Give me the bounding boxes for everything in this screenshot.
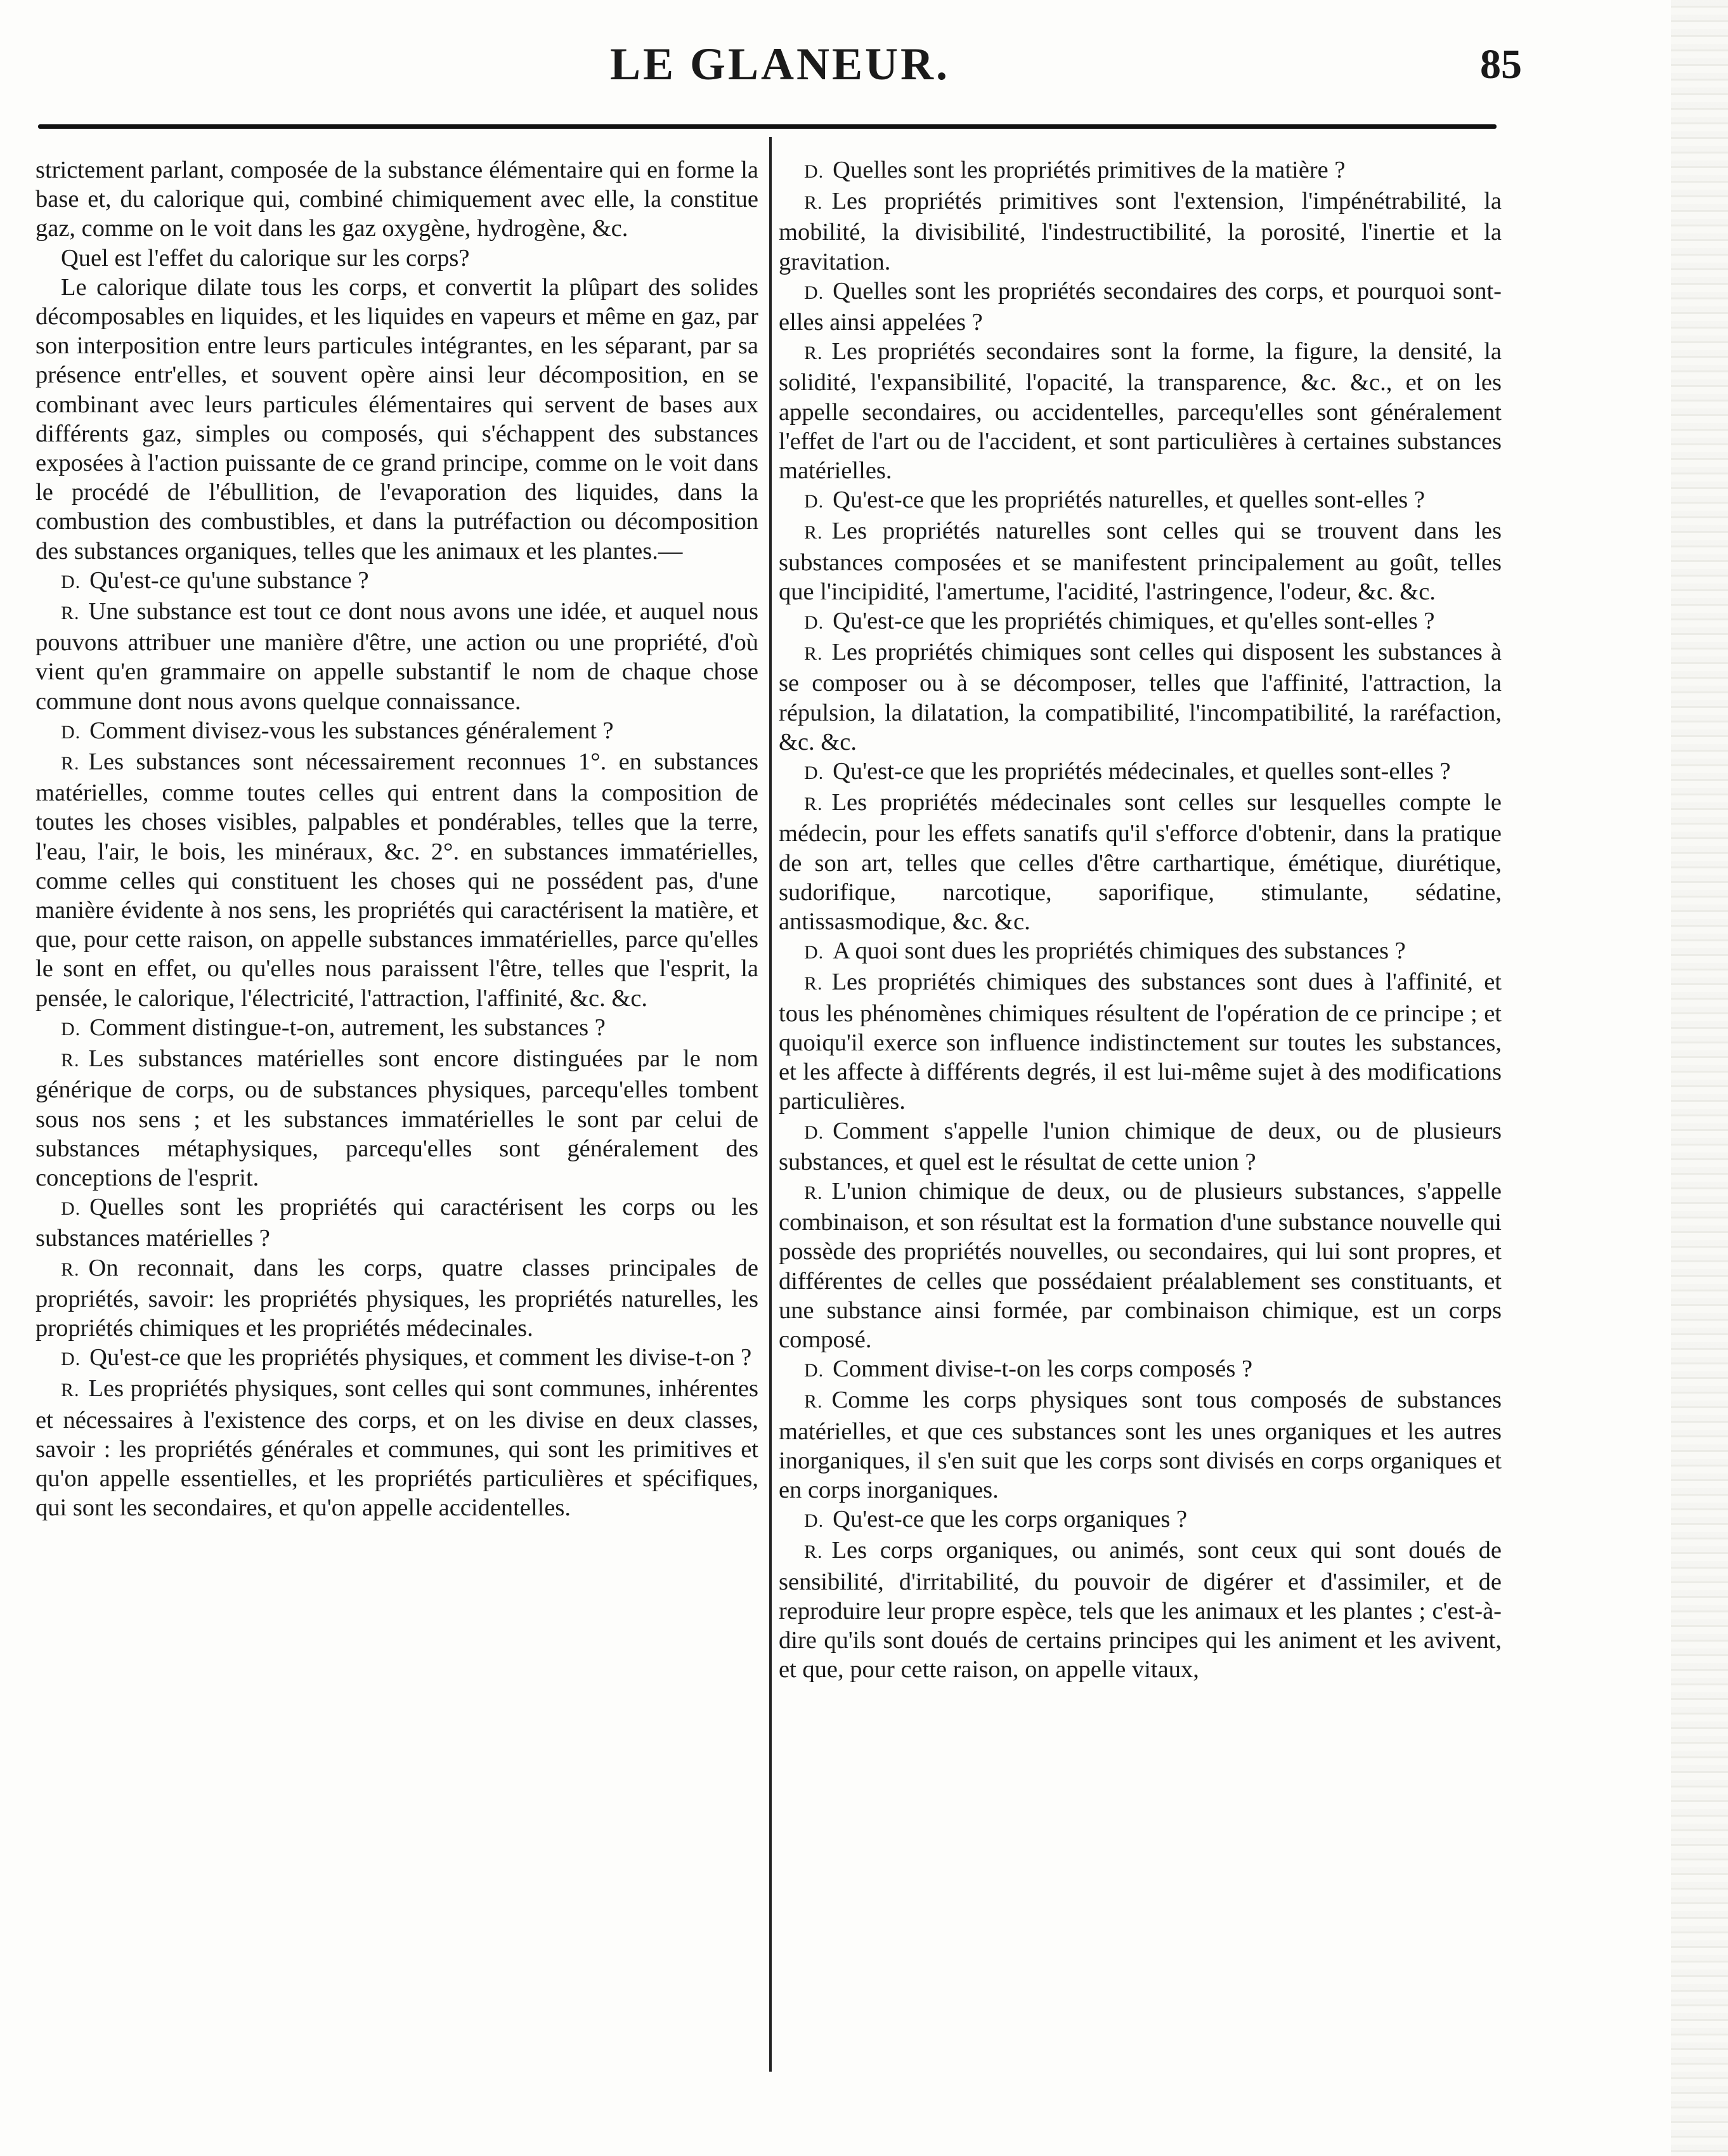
- column-divider: [769, 137, 772, 2072]
- answer-paragraph: [779, 967, 1502, 1116]
- speaker-label: D.: [804, 282, 824, 303]
- answer-paragraph: [779, 186, 1502, 277]
- paragraph-text: Les propriétés chimiques des substances sont dues à l'affinité, et tous les phénomènes chimiques résultent de l'opération de ce principe ; et quoiqu'il exerce son influence indistinctement sur toutes les substances, et les affecte à différents degrés, il est lui-même sujet à des modifications particulières.: [779, 969, 1502, 1115]
- speaker-label: R.: [61, 1050, 80, 1071]
- speaker-label: R.: [804, 1182, 823, 1203]
- question-paragraph: [779, 155, 1502, 186]
- question-paragraph: [36, 1192, 758, 1253]
- question-paragraph: [779, 606, 1502, 637]
- question-paragraph: [779, 1116, 1502, 1177]
- answer-paragraph: [779, 1385, 1502, 1505]
- paragraph-text: Comment divise-t-on les corps composés ?: [833, 1356, 1253, 1383]
- paragraph-text: Qu'est-ce que les propriétés naturelles, et quelles sont-elles ?: [833, 487, 1425, 514]
- paragraph-text: Qu'est-ce que les propriétés médecinales, et quelles sont-elles ?: [833, 758, 1451, 785]
- paragraph-text: Comment divisez-vous les substances généralement ?: [89, 717, 614, 744]
- speaker-label: R.: [61, 753, 80, 774]
- answer-paragraph: [36, 1253, 758, 1343]
- answer-paragraph: [779, 788, 1502, 936]
- paragraph-text: Comme les corps physiques sont tous composés de substances matérielles, et que ces substances sont les unes organiques et les autres inorganiques, il s'en suit que les corps sont divisés en corps organiques et en corps inorganiques.: [779, 1387, 1502, 1503]
- speaker-label: D.: [61, 571, 81, 592]
- speaker-label: D.: [804, 1360, 824, 1382]
- speaker-label: R.: [61, 603, 80, 624]
- speaker-label: R.: [804, 643, 823, 665]
- speaker-label: R.: [61, 1380, 80, 1401]
- paragraph-text: Quelles sont les propriétés qui caractérisent les corps ou les substances matérielles ?: [36, 1194, 758, 1252]
- paragraph-text: Une substance est tout ce dont nous avons une idée, et auquel nous pouvons attribuer une manière d'être, une action ou une propriété, d'où vient qu'en grammaire on appelle substantif le nom de chaque chose commune dont nous avons quelque connaissance.: [36, 598, 758, 715]
- body-paragraph: [36, 273, 758, 566]
- speaker-label: D.: [804, 161, 824, 182]
- question-paragraph: [36, 716, 758, 747]
- paragraph-text: Les propriétés médecinales sont celles sur lesquelles compte le médecin, pour les effets sanatifs qu'il s'efforce d'obtenir, dans la pratique de son art, telles que celles d'être carthartique, émétique, diurétique, sudorifique, narcotique, saporifique, stimulante, sédatine, antissasmodique, &c. &c.: [779, 789, 1502, 936]
- paragraph-text: A quoi sont dues les propriétés chimiques des substances ?: [833, 938, 1406, 965]
- speaker-label: D.: [804, 942, 824, 964]
- speaker-label: R.: [804, 1541, 823, 1563]
- answer-paragraph: [36, 1044, 758, 1192]
- speaker-label: R.: [804, 794, 823, 815]
- paragraph-text: L'union chimique de deux, ou de plusieurs substances, s'appelle combinaison, et son résultat est la formation d'une substance nouvelle qui possède des propriétés nouvelles, ou secondaires, qui lui sont propres, et différentes de celles que possédaient préalablement ses constituants, et une substance ainsi formée, par combinaison chimique, est un corps composé.: [779, 1177, 1502, 1353]
- page-edge: [1671, 0, 1728, 2156]
- right-column: [779, 155, 1502, 2084]
- paragraph-text: Les propriétés naturelles sont celles qui se trouvent dans les substances composées et se manifestent principalement au goût, telles que l'incipidité, l'amertume, l'acidité, l'astringence, l'odeur, &c. &c.: [779, 518, 1502, 605]
- page-number: 85: [1480, 41, 1522, 88]
- paragraph-text: On reconnait, dans les corps, quatre classes principales de propriétés, savoir: les propriétés physiques, les propriétés naturelles, les propriétés chimiques et les propriétés médecinales.: [36, 1254, 758, 1342]
- speaker-label: R.: [804, 522, 823, 544]
- speaker-label: D.: [61, 1349, 81, 1370]
- speaker-label: R.: [804, 1391, 823, 1413]
- paragraph-text: Les substances matérielles sont encore distinguées par le nom générique de corps, ou de substances physiques, parcequ'elles tombent sous nos sens ; et les substances immatérielles le sont par celui de substances métaphysiques, parcequ'elles sont généralement des conceptions de l'esprit.: [36, 1045, 758, 1191]
- answer-paragraph: [36, 597, 758, 716]
- speaker-label: D.: [804, 1121, 824, 1143]
- answer-paragraph: [779, 1536, 1502, 1684]
- answer-paragraph: [779, 637, 1502, 757]
- speaker-label: D.: [804, 612, 824, 634]
- page-header: [38, 25, 1522, 108]
- left-column: [36, 155, 758, 2084]
- paragraph-text: Les substances sont nécessairement reconnues 1°. en substances matérielles, comme toutes celles qui entrent dans la composition de toutes les choses visibles, palpables et pondérables, telles que la terre, l'eau, l'air, le bois, les minéraux, &c. 2°. en substances immatérielles, comme celles qui constituent les choses qui ne possédent pas, d'une manière évidente à nos sens, les propriétés qui caractérisent la matière, et que, pour cette raison, on appelle substances immatérielles, parce qu'elles le sont en effet, ou qu'elles nous paraissent l'être, telles que l'esprit, la pensée, le calorique, l'électricité, l'attraction, l'affinité, &c. &c.: [36, 748, 758, 1012]
- paragraph-text: Quelles sont les propriétés primitives de la matière ?: [833, 157, 1346, 183]
- paragraph-text: Le calorique dilate tous les corps, et convertit la plûpart des solides décomposables en liquides, et les liquides en vapeurs et même en gaz, par son interposition entre leurs particules intégrantes, en les séparant, par sa présence entr'elles, et souvent opère ainsi leur décomposition, en se combinant avec leurs particules élémentaires qui servent de bases aux différents gaz, simples ou composés, qui s'échappent des substances exposées à l'action puissante de ce grand principe, comme on le voit dans le procédé de l'ébullition, de l'evaporation des liquides, dans la combustion des combustibles, et dans la putréfaction ou décomposition des substances organiques, telles que les animaux et les plantes.—: [36, 273, 758, 565]
- answer-paragraph: [779, 516, 1502, 606]
- paragraph-text: strictement parlant, composée de la substance élémentaire qui en forme la base et, du calorique qui, combiné chimiquement avec elle, la constitue gaz, comme on le voit dans les gaz oxygène, hydrogène, &c.: [36, 157, 758, 242]
- question-paragraph: [36, 1013, 758, 1044]
- question-paragraph: [36, 566, 758, 597]
- speaker-label: D.: [804, 491, 824, 513]
- answer-paragraph: [779, 1177, 1502, 1354]
- paragraph-text: Les corps organiques, ou animés, sont ceux qui sont doués de sensibilité, d'irritabilité, du pouvoir de digérer et d'assimiler, et de reproduire leur propre espèce, tels que les animaux et les plantes ; c'est-à-dire qu'ils sont doués de certains principes qui les animent et les avivent, et que, pour cette raison, on appelle vitaux,: [779, 1537, 1502, 1683]
- paragraph-text: Comment s'appelle l'union chimique de deux, ou de plusieurs substances, et quel est le résultat de cette union ?: [779, 1117, 1502, 1175]
- question-paragraph: [779, 1505, 1502, 1536]
- paragraph-text: Qu'est-ce que les propriétés physiques, et comment les divise-t-on ?: [89, 1344, 752, 1371]
- paragraph-text: Comment distingue-t-on, autrement, les substances ?: [89, 1014, 606, 1041]
- paragraph-text: Les propriétés secondaires sont la forme, la figure, la densité, la solidité, l'expansibilité, l'opacité, la transparence, &c. &c., et on les appelle secondaires, ou accidentelles, parcequ'elles sont généralement l'effet de l'art ou de l'accident, et sont particulières à certaines substances matérielles.: [779, 338, 1502, 485]
- question-paragraph: [779, 936, 1502, 967]
- question-paragraph: [779, 757, 1502, 788]
- speaker-label: D.: [61, 1018, 81, 1040]
- answer-paragraph: [36, 747, 758, 1013]
- speaker-label: D.: [61, 721, 81, 743]
- paragraph-text: Qu'est-ce que les corps organiques ?: [833, 1506, 1188, 1533]
- speaker-label: R.: [61, 1258, 80, 1280]
- question-paragraph: [36, 1343, 758, 1374]
- speaker-label: D.: [804, 762, 824, 784]
- speaker-label: R.: [804, 343, 823, 364]
- body-paragraph: [36, 155, 758, 244]
- question-paragraph: [779, 485, 1502, 516]
- speaker-label: D.: [804, 1510, 824, 1532]
- running-title: LE GLANEUR.: [609, 39, 951, 89]
- paragraph-text: Les propriétés primitives sont l'extension, l'impénétrabilité, la mobilité, la divisibilité, l'indestructibilité, la porosité, l'inertie et la gravitation.: [779, 188, 1502, 275]
- answer-paragraph: [36, 1374, 758, 1522]
- paragraph-text: Les propriétés physiques, sont celles qui sont communes, inhérentes et nécessaires à l'existence des corps, et on les divise en deux classes, savoir : les propriétés générales et communes, qui sont les primitives et qu'on appelle essentielles, et les propriétés particulières et spécifiques, qui sont les secondaires, et qu'on appelle accidentelles.: [36, 1375, 758, 1522]
- speaker-label: D.: [61, 1198, 81, 1220]
- body-paragraph: [36, 244, 758, 273]
- paragraph-text: Quelles sont les propriétés secondaires des corps, et pourquoi sont-elles ainsi appelées ?: [779, 277, 1502, 336]
- paragraph-text: Les propriétés chimiques sont celles qui disposent les substances à se composer ou à se décomposer, telles que l'affinité, l'attraction, la répulsion, la dilatation, la compatibilité, l'incompatibilité, la raréfaction, &c. &c.: [779, 639, 1502, 755]
- speaker-label: R.: [804, 192, 823, 214]
- header-rule: [38, 124, 1497, 129]
- answer-paragraph: [779, 337, 1502, 485]
- question-paragraph: [779, 1354, 1502, 1385]
- speaker-label: R.: [804, 973, 823, 995]
- paragraph-text: Qu'est-ce qu'une substance ?: [89, 566, 369, 594]
- paragraph-text: Quel est l'effet du calorique sur les corps?: [61, 244, 470, 271]
- paragraph-text: Qu'est-ce que les propriétés chimiques, et qu'elles sont-elles ?: [833, 608, 1435, 635]
- question-paragraph: [779, 277, 1502, 337]
